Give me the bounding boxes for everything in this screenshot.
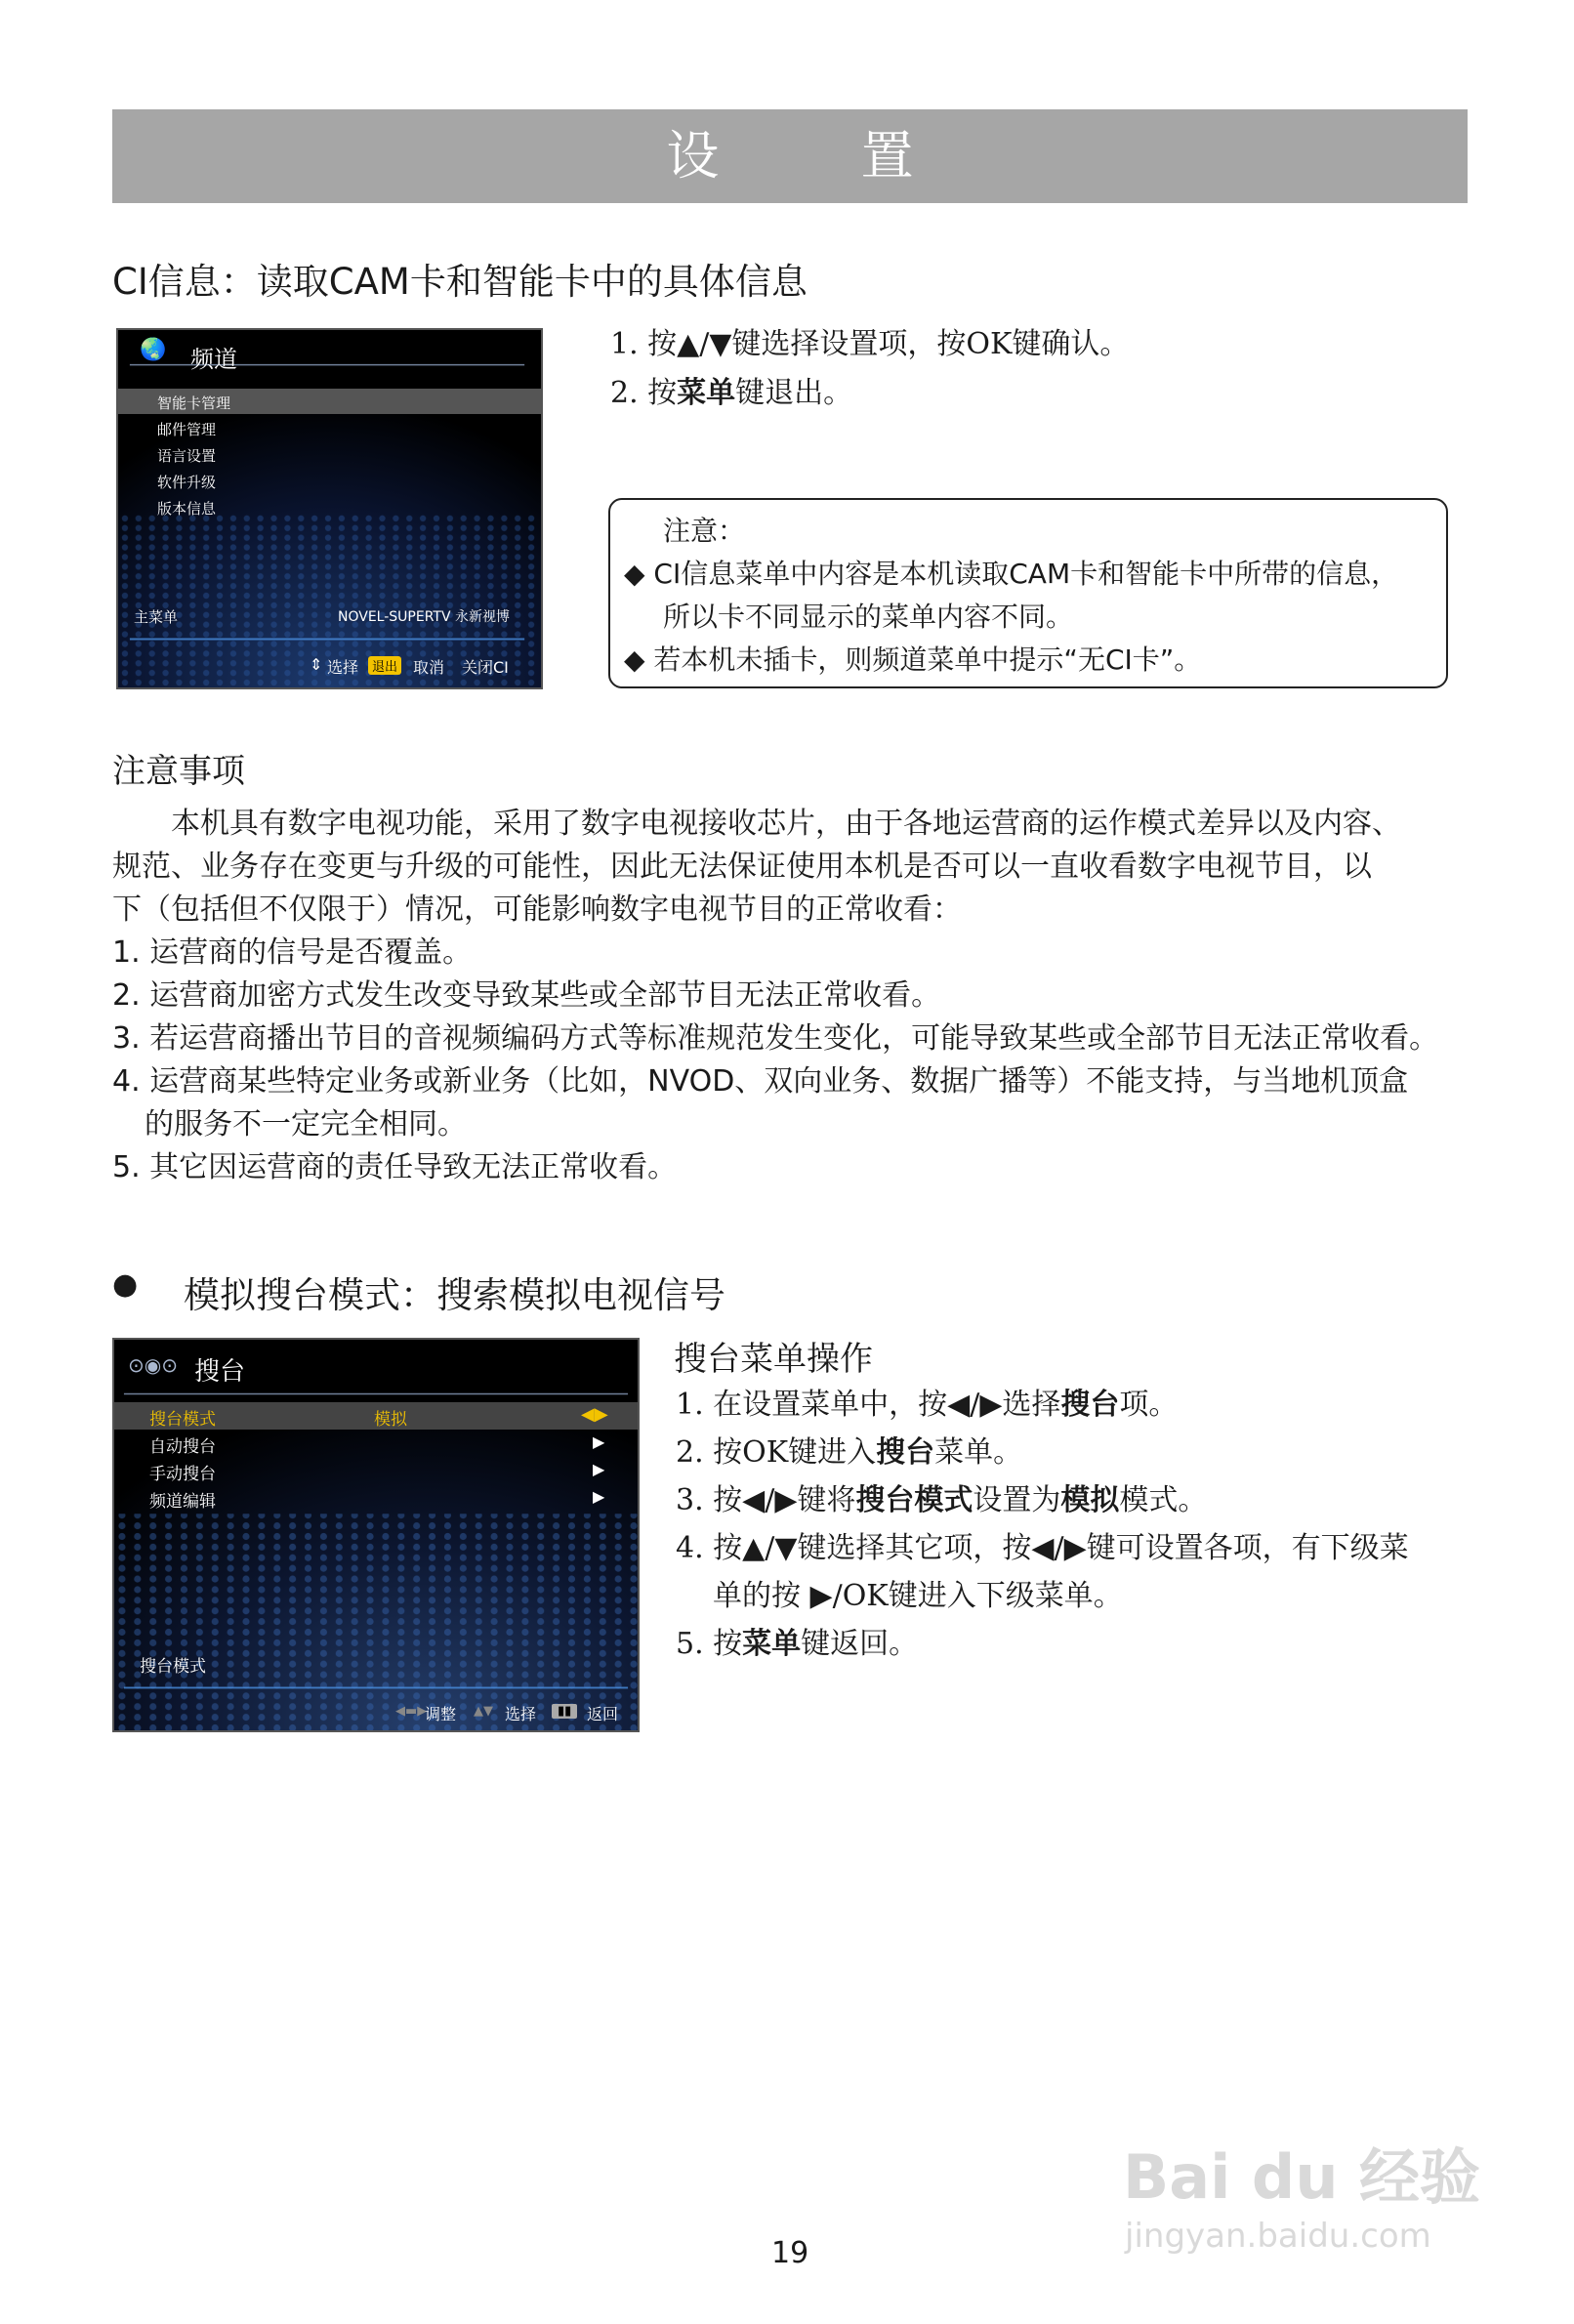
ci-step-2: 2. 按菜单键退出。 xyxy=(610,376,853,410)
page-header-bar xyxy=(112,109,1468,203)
row-channel-edit[interactable]: 频道编辑 xyxy=(149,1492,216,1512)
menu-item-mail[interactable]: 邮件管理 xyxy=(157,421,217,438)
notice-line-2: 规范、业务存在变更与升级的可能性，因此无法保证使用本机是否可以一直收看数字电视节目，以 xyxy=(112,850,1372,884)
bullet-icon: ● xyxy=(112,1267,139,1302)
row-search-mode-label[interactable]: 搜台模式 xyxy=(149,1410,216,1430)
chevron-right-icon[interactable]: ▶ xyxy=(593,1487,605,1506)
ci-steps xyxy=(610,320,1470,418)
notice-item-1: 1. 运营商的信号是否覆盖。 xyxy=(112,935,473,970)
note-bullet-2: ◆ 若本机未插卡，则频道菜单中提示“无CI卡”。 xyxy=(624,643,1202,676)
hint-back: 返回 xyxy=(587,1705,619,1723)
notice-item-3: 3. 若运营商播出节目的音视频编码方式等标准规范发生变化，可能导致某些或全部节目无法正常收看。 xyxy=(112,1021,1439,1056)
hint-cancel: 取消 xyxy=(413,658,445,677)
notice-item-4: 4. 运营商某些特定业务或新业务（比如，NVOD、双向业务、数据广播等）不能支持，与当地机顶盒 xyxy=(112,1064,1409,1099)
screen-title: 频道 xyxy=(190,346,237,373)
notice-item-4-cont: 的服务不一定完全相同。 xyxy=(145,1107,467,1141)
ops-steps xyxy=(676,1381,1476,1668)
note-bullet-1: ◆ CI信息菜单中内容是本机读取CAM卡和智能卡中所带的信息， xyxy=(624,558,1399,590)
note-bullet-1-cont: 所以卡不同显示的菜单内容不同。 xyxy=(663,601,1074,633)
op-step-2: 2. 按OK键进入搜台菜单。 xyxy=(676,1435,1023,1470)
notice-paragraph xyxy=(112,803,1470,1189)
row-search-mode-value[interactable]: 模拟 xyxy=(374,1410,407,1430)
ci-note-box xyxy=(608,498,1448,688)
menu-item-smartcard[interactable]: 智能卡管理 xyxy=(157,394,231,412)
menu-item-upgrade[interactable]: 软件升级 xyxy=(157,474,217,491)
hint-adjust: 调整 xyxy=(425,1705,457,1723)
search-menu-screenshot xyxy=(112,1338,640,1732)
menu-item-language[interactable]: 语言设置 xyxy=(157,447,217,465)
exit-key-badge: 退出 xyxy=(368,656,401,675)
menu-key-icon: ▮▮ xyxy=(552,1704,577,1719)
op-step-3: 3. 按◀/▶键将搜台模式设置为模拟模式。 xyxy=(676,1483,1208,1517)
op-step-4-cont: 单的按 ▶/OK键进入下级菜单。 xyxy=(713,1579,1123,1613)
op-step-5: 5. 按菜单键返回。 xyxy=(676,1627,919,1661)
footer-main-menu: 主菜单 xyxy=(134,608,179,626)
page-title: 设 置 xyxy=(666,125,976,187)
op-step-4: 4. 按▲/▼键选择其它项，按◀/▶键可设置各项，有下级菜 xyxy=(676,1531,1409,1565)
ci-menu-screenshot xyxy=(116,328,543,689)
footer-provider: NOVEL-SUPERTV 永新视博 xyxy=(338,609,510,625)
footer-search-mode: 搜台模式 xyxy=(140,1657,206,1677)
select-key-icon: ▲▼ xyxy=(474,1704,493,1719)
analog-section-heading: 模拟搜台模式：搜索模拟电视信号 xyxy=(184,1274,725,1316)
screen-title: 搜台 xyxy=(194,1357,246,1387)
left-right-arrow-icon[interactable]: ◀▶ xyxy=(581,1404,608,1425)
hint-close-ci: 关闭CI xyxy=(462,658,509,677)
ci-section-heading: CI信息：读取CAM卡和智能卡中的具体信息 xyxy=(112,261,808,303)
notice-line-3: 下（包括但不仅限于）情况，可能影响数字电视节目的正常收看： xyxy=(112,892,962,927)
ci-step-1: 1. 按▲/▼键选择设置项，按OK键确认。 xyxy=(610,327,1130,361)
row-auto-search[interactable]: 自动搜台 xyxy=(149,1437,216,1457)
notice-item-2: 2. 运营商加密方式发生改变导致某些或全部节目无法正常收看。 xyxy=(112,978,941,1013)
menu-item-version[interactable]: 版本信息 xyxy=(157,500,217,518)
op-step-1: 1. 在设置菜单中，按◀/▶选择搜台项。 xyxy=(676,1388,1179,1422)
page-number: 19 xyxy=(771,2236,809,2270)
updown-icon: ⇕ xyxy=(310,655,323,674)
watermark-brand: Bai du 经验 xyxy=(1123,2141,1481,2213)
hint-select: 选择 xyxy=(327,658,359,677)
globe-icon: 🌏 xyxy=(140,338,167,362)
hint-select: 选择 xyxy=(505,1705,537,1723)
ops-heading: 搜台菜单操作 xyxy=(674,1340,873,1379)
satellite-dish-icon: ⊙◉⊙ xyxy=(128,1353,178,1377)
row-manual-search[interactable]: 手动搜台 xyxy=(149,1465,216,1484)
notice-item-5: 5. 其它因运营商的责任导致无法正常收看。 xyxy=(112,1150,678,1184)
note-title: 注意： xyxy=(663,515,746,547)
notice-heading: 注意事项 xyxy=(112,752,245,791)
chevron-right-icon[interactable]: ▶ xyxy=(593,1460,605,1478)
watermark-url: jingyan.baidu.com xyxy=(1125,2217,1431,2256)
notice-line-1: 本机具有数字电视功能，采用了数字电视接收芯片，由于各地运营商的运作模式差异以及内容、 xyxy=(171,807,1401,841)
adjust-key-icon: ◀▬▶ xyxy=(395,1704,428,1719)
chevron-right-icon[interactable]: ▶ xyxy=(593,1432,605,1451)
